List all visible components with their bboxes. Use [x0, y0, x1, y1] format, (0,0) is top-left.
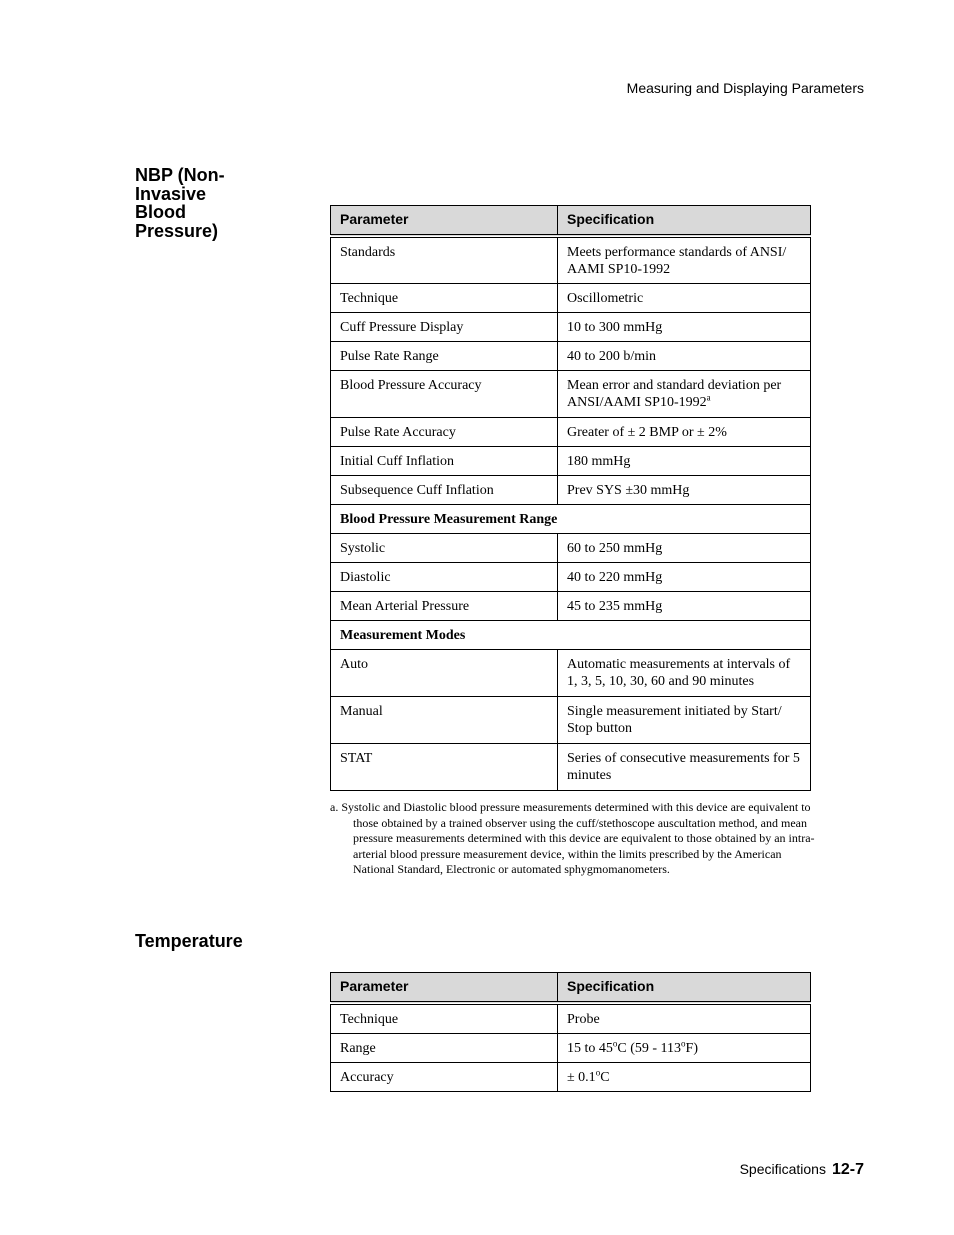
- specification-cell: 10 to 300 mmHg: [558, 313, 811, 342]
- parameter-cell: Subsequence Cuff Inflation: [331, 476, 558, 505]
- parameter-cell: Pulse Rate Accuracy: [331, 418, 558, 447]
- column-header-specification: Specification: [558, 973, 811, 1004]
- table-row: [331, 418, 811, 447]
- specification-cell: Series of consecutive measurements for 5 minutes: [558, 744, 811, 791]
- range-text-a: 15 to 45: [567, 1041, 613, 1056]
- group-header-measurement-modes: Measurement Modes: [331, 621, 811, 650]
- specification-cell: 40 to 200 b/min: [558, 342, 811, 371]
- table-row: [331, 476, 811, 505]
- parameter-cell: Initial Cuff Inflation: [331, 447, 558, 476]
- page-number: 12-7: [831, 1161, 864, 1178]
- table-header-row: [331, 206, 811, 237]
- table-row: [331, 534, 811, 563]
- column-header-parameter: Parameter: [331, 973, 558, 1004]
- column-header-parameter: Parameter: [331, 206, 558, 237]
- table-row: [331, 447, 811, 476]
- table-row: [331, 313, 811, 342]
- parameter-cell: STAT: [331, 744, 558, 791]
- specification-cell: Oscillometric: [558, 284, 811, 313]
- parameter-cell: Standards: [331, 236, 558, 284]
- group-header-row: [331, 621, 811, 650]
- specification-cell: [558, 371, 811, 418]
- accuracy-text-a: ± 0.1: [567, 1070, 596, 1085]
- range-text-b: C (59 - 113: [617, 1041, 682, 1056]
- specification-cell: Prev SYS ±30 mmHg: [558, 476, 811, 505]
- specification-cell: [558, 1063, 811, 1092]
- parameter-cell: Auto: [331, 650, 558, 697]
- parameter-cell: Blood Pressure Accuracy: [331, 371, 558, 418]
- footnote: a. Systolic and Diastolic blood pressure measurements determined with this device are equivalent to those obtained by a trained observer using the cuff/stethoscope auscultation method, and mean pressure measurements determined with this device are equivalent to those obtained by an intra-arterial blood pressure measurement device, within the limits prescribed by the American National Standard, Electronic or automated sphygmomanometers.: [330, 800, 815, 877]
- temperature-section-title: Temperature: [135, 931, 243, 951]
- degree-marker: o: [612, 1038, 618, 1049]
- table-row: [331, 284, 811, 313]
- specification-cell: 40 to 220 mmHg: [558, 563, 811, 592]
- specification-cell: [558, 1034, 811, 1063]
- parameter-cell: Mean Arterial Pressure: [331, 592, 558, 621]
- specification-cell: 60 to 250 mmHg: [558, 534, 811, 563]
- nbp-spec-table: [330, 205, 811, 791]
- table-row: [331, 650, 811, 697]
- table-header-row: [331, 973, 811, 1004]
- table-row: [331, 592, 811, 621]
- nbp-section-title: NBP (Non-Invasive Blood Pressure): [135, 165, 225, 241]
- parameter-cell: Systolic: [331, 534, 558, 563]
- parameter-cell: Manual: [331, 697, 558, 744]
- accuracy-text-b: C: [600, 1070, 610, 1085]
- specification-cell: 45 to 235 mmHg: [558, 592, 811, 621]
- table-row: [331, 236, 811, 284]
- table-row: [331, 744, 811, 791]
- footnote-marker: a: [706, 392, 711, 403]
- table-row: [331, 697, 811, 744]
- group-header-row: [331, 505, 811, 534]
- table-row: [331, 1034, 811, 1063]
- table-row: [331, 1063, 811, 1092]
- parameter-cell: Cuff Pressure Display: [331, 313, 558, 342]
- running-header: Measuring and Displaying Parameters: [626, 80, 864, 96]
- specification-cell: 180 mmHg: [558, 447, 811, 476]
- range-text-c: F): [685, 1041, 698, 1056]
- parameter-cell: Pulse Rate Range: [331, 342, 558, 371]
- column-header-specification: Specification: [558, 206, 811, 237]
- footer-label: Specifications: [739, 1161, 826, 1177]
- specification-cell: Meets performance standards of ANSI/ AAMI SP10-1992: [558, 236, 811, 284]
- parameter-cell: Accuracy: [331, 1063, 558, 1092]
- specification-cell: Greater of ± 2 BMP or ± 2%: [558, 418, 811, 447]
- running-footer: [740, 1161, 864, 1179]
- parameter-cell: Technique: [331, 284, 558, 313]
- degree-marker: o: [595, 1067, 601, 1078]
- specification-cell: Probe: [558, 1003, 811, 1034]
- table-row: [331, 371, 811, 418]
- specification-cell: Automatic measurements at intervals of 1, 3, 5, 10, 30, 60 and 90 minutes: [558, 650, 811, 697]
- parameter-cell: Range: [331, 1034, 558, 1063]
- specification-cell: Single measurement initiated by Start/ Stop button: [558, 697, 811, 744]
- parameter-cell: Diastolic: [331, 563, 558, 592]
- degree-marker: o: [681, 1038, 686, 1049]
- temperature-spec-table: [330, 972, 811, 1092]
- table-row: [331, 342, 811, 371]
- parameter-cell: Technique: [331, 1003, 558, 1034]
- spec-text: Mean error and standard deviation per ANSI/AAMI SP10-1992: [567, 378, 782, 410]
- table-row: [331, 1003, 811, 1034]
- table-row: [331, 563, 811, 592]
- group-header-bp-range: Blood Pressure Measurement Range: [331, 505, 811, 534]
